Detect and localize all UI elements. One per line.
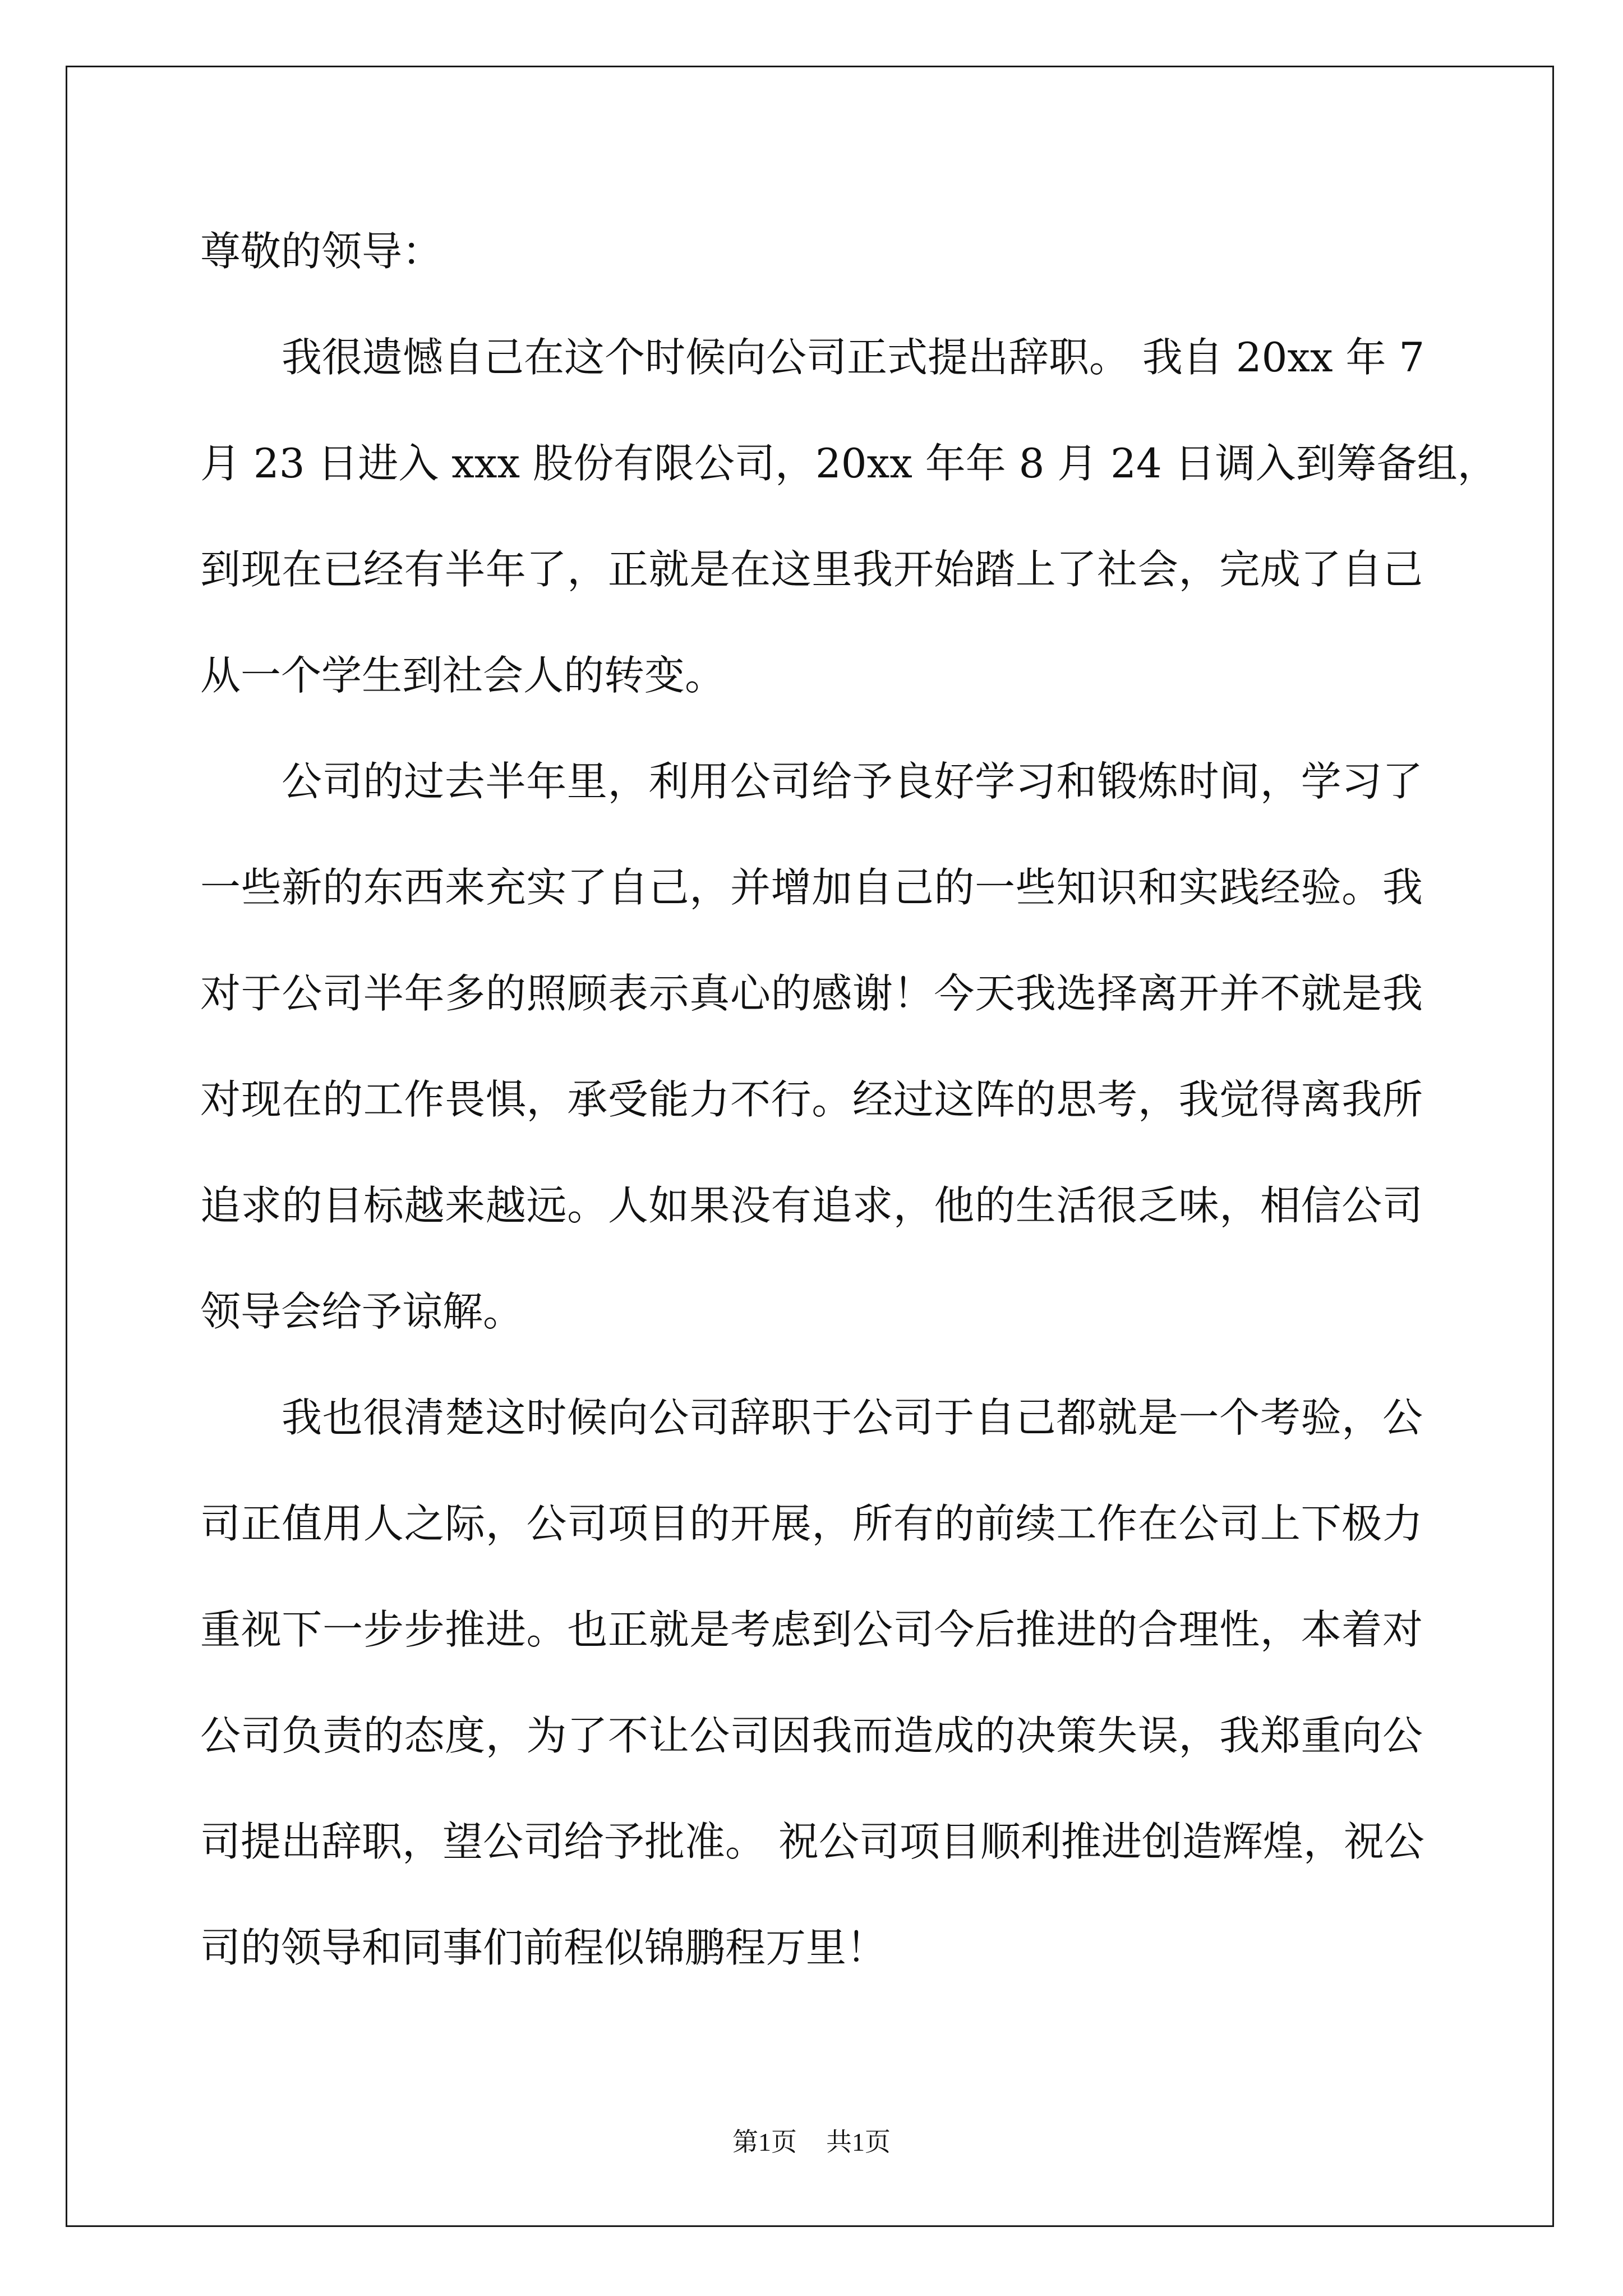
paragraph-2-line: 追求的目标越来越远。人如果没有追求，他的生活很乏味，相信公司 [200, 1182, 1423, 1229]
paragraph-2-line: 对现在的工作畏惧，承受能力不行。经过这阵的思考，我觉得离我所 [200, 1076, 1423, 1123]
paragraph-2-line: 领导会给予谅解。 [200, 1288, 524, 1335]
paragraph-3-line: 公司负责的态度，为了不让公司因我而造成的决策失误，我郑重向公 [200, 1712, 1423, 1759]
paragraph-3-line: 司的领导和同事们前程似锦鹏程万里！ [200, 1924, 887, 1971]
paragraph-2-line: 公司的过去半年里，利用公司给予良好学习和锻炼时间，学习了 [282, 758, 1423, 805]
salutation: 尊敬的领导： [200, 228, 443, 275]
paragraph-2-line: 一些新的东西来充实了自己，并增加自己的一些知识和实践经验。我 [200, 864, 1423, 911]
page-number-current: 第1页 [732, 2128, 797, 2156]
paragraph-3-line: 司提出辞职，望公司给予批准。 祝公司项目顺利推进创造辉煌，祝公 [200, 1818, 1424, 1865]
paragraph-3-line: 重视下一步步推进。也正就是考虑到公司今后推进的合理性，本着对 [200, 1606, 1423, 1653]
paragraph-3-line: 司正值用人之际，公司项目的开展，所有的前续工作在公司上下极力 [200, 1500, 1423, 1547]
paragraph-1-line: 到现在已经有半年了，正就是在这里我开始踏上了社会，完成了自己 [200, 546, 1423, 593]
paragraph-1-line: 从一个学生到社会人的转变。 [200, 652, 726, 699]
paragraph-1-line: 我很遗憾自己在这个时候向公司正式提出辞职。 我自 20xx 年 7 [282, 334, 1425, 381]
paragraph-1-line: 月 23 日进入 xxx 股份有限公司，20xx 年年 8 月 24 日调入到筹备组， [200, 440, 1498, 487]
paragraph-3-line: 我也很清楚这时候向公司辞职于公司于自己都就是一个考验，公 [282, 1394, 1423, 1441]
page-number-total: 共1页 [826, 2128, 891, 2156]
paragraph-2-line: 对于公司半年多的照顾表示真心的感谢！今天我选择离开并不就是我 [200, 970, 1423, 1017]
letter-body [200, 199, 1498, 2001]
page-footer [0, 2125, 1623, 2159]
